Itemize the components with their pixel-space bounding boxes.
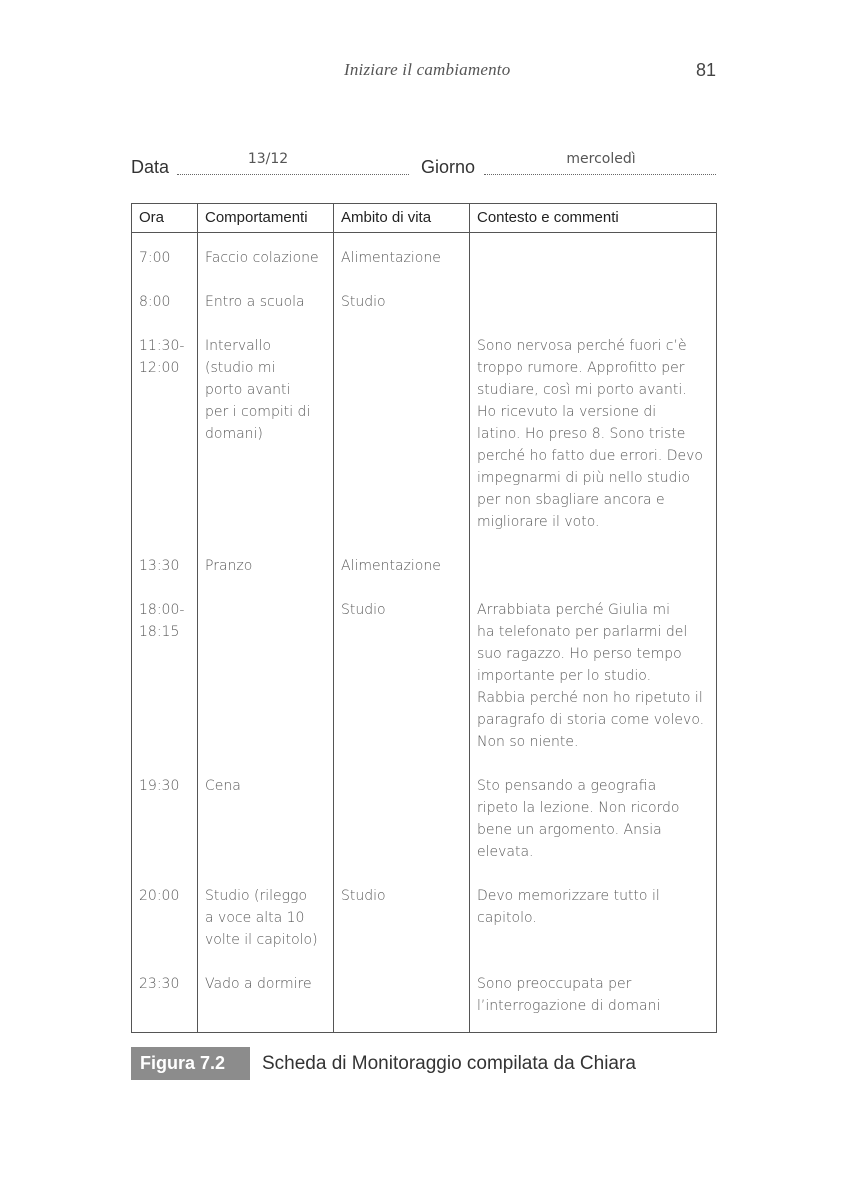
row-context [477,885,713,929]
row-behaviour-line: Faccio colazione [205,250,319,266]
row-context-line: suo ragazzo. Ho perso tempo [477,646,682,662]
row-context-line: Sono preoccupata per [477,976,632,992]
row-behaviour-line: per i compiti di [205,404,311,420]
row-behaviour-line: Vado a dormire [205,976,312,992]
row-context-line: impegnarmi di più nello studio [477,470,690,486]
row-context-line: Ho ricevuto la versione di [477,404,657,420]
row-life-area [341,599,469,621]
row-context-line: Devo memorizzare tutto il [477,888,660,904]
row-behaviour-line: Studio (rileggo [205,888,308,904]
row-time [139,335,197,379]
row-life-area [341,291,469,313]
row-behaviour-line: Pranzo [205,558,253,574]
day-label: Giorno [421,157,476,177]
row-context-line: importante per lo studio. [477,668,652,684]
row-context-line: bene un argomento. Ansia [477,822,662,838]
row-context-line: migliorare il voto. [477,514,600,530]
row-behaviour-line: Entro a scuola [205,294,305,310]
row-context-line: studiare, così mi porto avanti. [477,382,687,398]
row-context [477,335,713,533]
row-time [139,291,197,313]
row-behaviour [205,555,333,577]
row-life-area-line: Studio [341,888,386,904]
row-life-area-line: Studio [341,294,386,310]
row-context-line: troppo rumore. Approfitto per [477,360,685,376]
row-life-area-line: Alimentazione [341,558,441,574]
figure-caption-text: Scheda di Monitoraggio compilata da Chiara [262,1052,636,1074]
row-time-line: 18:15 [139,624,180,640]
running-head: Iniziare il cambiamento [344,60,511,79]
date-label: Data [131,157,170,177]
row-time [139,247,197,269]
row-time-line: 23:30 [139,976,180,992]
row-context-line: Rabbia perché non ho ripetuto il [477,690,703,706]
column-header-contesto: Contesto e commenti [477,209,619,226]
row-time [139,973,197,995]
column-header-ambito: Ambito di vita [341,209,432,226]
row-behaviour-line: Intervallo [205,338,272,354]
day-line [484,174,716,175]
day-value: mercoledì [566,151,636,167]
page-number: 81 [696,60,717,80]
monitoring-table [131,203,717,1033]
row-life-area [341,555,469,577]
row-time [139,555,197,577]
row-behaviour-line: (studio mi [205,360,276,376]
column-header-comportamenti: Comportamenti [205,209,308,226]
row-context [477,599,713,753]
row-context-line: Sono nervosa perché fuori c’è [477,338,687,354]
row-behaviour-line: Cena [205,778,241,794]
row-time-line: 13:30 [139,558,180,574]
row-context-line: l’interrogazione di domani [477,998,661,1014]
date-value: 13/12 [247,151,289,167]
row-life-area [341,885,469,907]
row-time-line: 11:30- [139,338,185,354]
column-divider [469,204,470,1032]
row-context-line: Arrabbiata perché Giulia mi [477,602,670,618]
column-divider [197,204,198,1032]
figure-label: Figura 7.2 [131,1047,250,1080]
row-time-line: 18:00- [139,602,185,618]
row-life-area-line: Alimentazione [341,250,441,266]
header-divider [132,232,716,233]
row-behaviour [205,291,333,313]
row-time-line: 7:00 [139,250,171,266]
row-behaviour [205,775,333,797]
row-context-line: capitolo. [477,910,537,926]
row-context [477,775,713,863]
row-context-line: perché ho fatto due errori. Devo [477,448,703,464]
row-context-line: per non sbagliare ancora e [477,492,665,508]
row-time-line: 20:00 [139,888,180,904]
row-behaviour [205,973,333,995]
row-context-line: ripeto la lezione. Non ricordo [477,800,680,816]
row-behaviour [205,335,333,445]
column-header-ora: Ora [139,209,165,226]
row-behaviour-line: domani) [205,426,263,442]
row-behaviour-line: a voce alta 10 [205,910,305,926]
row-behaviour [205,885,333,951]
row-context-line: Sto pensando a geografia [477,778,657,794]
row-behaviour-line: porto avanti [205,382,291,398]
row-context-line: paragrafo di storia come volevo. [477,712,705,728]
row-context [477,973,713,1017]
row-time [139,775,197,797]
row-context-line: ha telefonato per parlarmi del [477,624,688,640]
figure-caption [131,1047,636,1080]
row-behaviour [205,247,333,269]
row-context-line: elevata. [477,844,534,860]
row-time-line: 19:30 [139,778,180,794]
row-life-area [341,247,469,269]
row-time-line: 12:00 [139,360,180,376]
row-context-line: Non so niente. [477,734,579,750]
row-time [139,885,197,907]
row-time-line: 8:00 [139,294,171,310]
row-behaviour-line: volte il capitolo) [205,932,318,948]
row-life-area-line: Studio [341,602,386,618]
date-line [177,174,409,175]
column-divider [333,204,334,1032]
row-time [139,599,197,643]
row-context-line: latino. Ho preso 8. Sono triste [477,426,686,442]
